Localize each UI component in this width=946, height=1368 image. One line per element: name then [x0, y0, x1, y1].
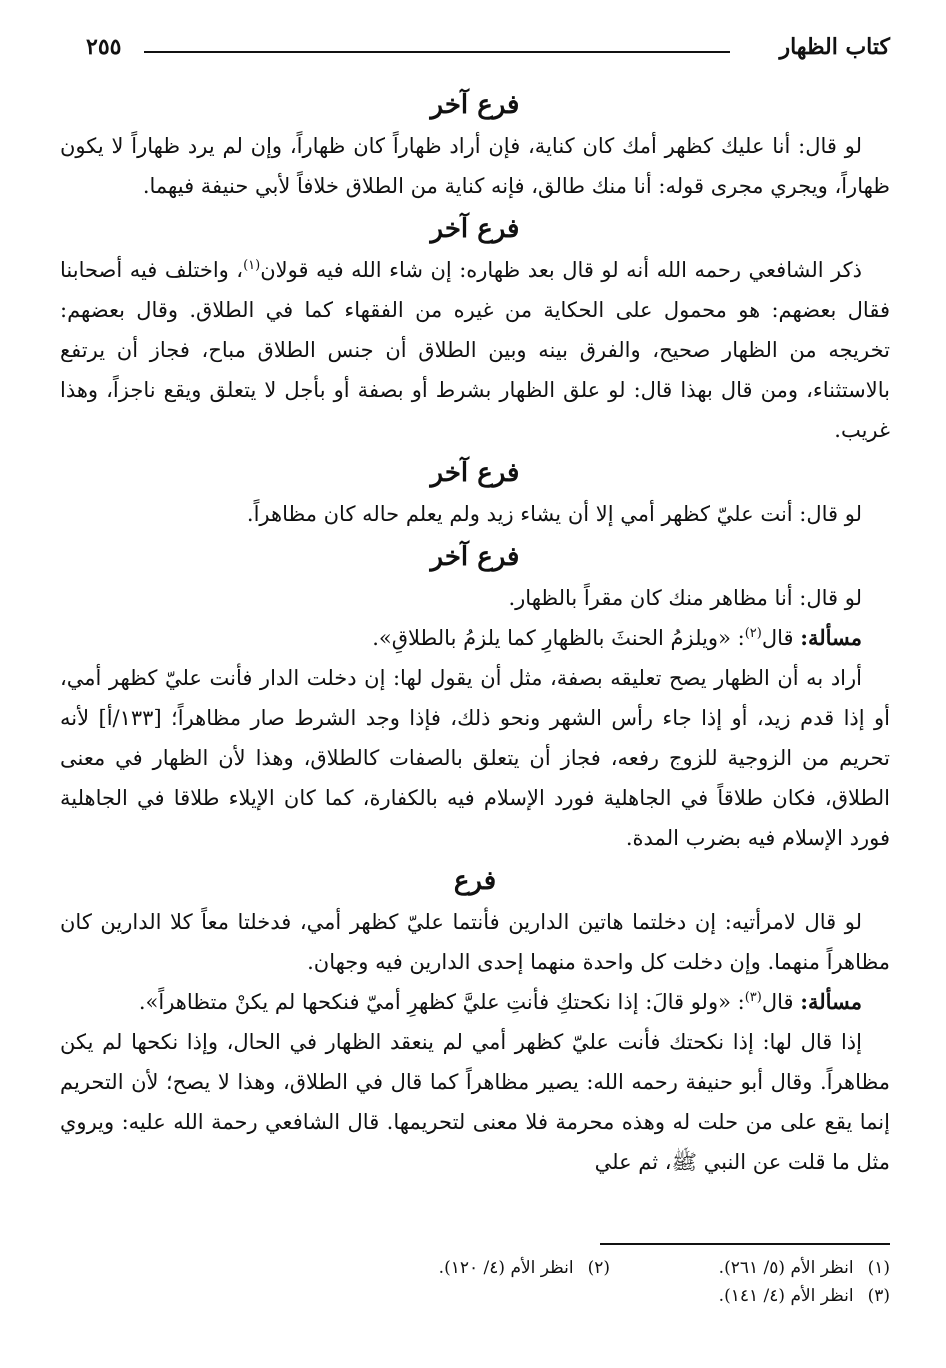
masala-label: مسألة:	[800, 625, 862, 650]
section-heading: فرع آخر	[430, 458, 520, 488]
footnote-row	[60, 1254, 890, 1282]
masala-paragraph	[60, 982, 890, 1022]
paragraph-text: قال	[761, 990, 801, 1014]
footnote-number: (١)	[867, 1258, 890, 1278]
masala-paragraph	[60, 618, 890, 658]
paragraph-text: أراد به أن الظهار يصح تعليقه بصفة، مثل أن يقول لها: إن دخلت الدار فأنت عليّ كظهر أمي، أو إذا قدم زيد، أو إذا جاء رأس الشهر ونحو ذلك، فإذا وجد الشرط صار مظاهراً؛ [١٣٣/أ] لأنه تحريم من الزوجية للزوج رفعه، فجاز أن يتعلق بالصفات كالطلاق، وهذا لأن الظهار في معنى الطلاق، فكان طلاقاً في الجاهلية فورد الإسلام فيه بالكفارة، كما كان الإيلاء طلاقا في الجاهلية فورد الإسلام فيه بضرب المدة.	[60, 666, 891, 850]
paragraph-text: : «ولو قالَ: إذا نكحتكِ فأنتِ عليَّ كظهرِ أميّ فنكحها لم يكنْ متظاهراً».	[138, 990, 745, 1014]
paragraph	[60, 1022, 890, 1182]
footnote-text: انظر الأم (٥/ ٢٦١).	[718, 1258, 854, 1278]
footnote-row	[60, 1282, 890, 1310]
footnote-marker[interactable]: (١)	[243, 258, 261, 273]
paragraph-text: لو قال: أنت عليّ كظهر أمي إلا أن يشاء زيد ولم يعلم حاله كان مظاهراً.	[246, 502, 862, 526]
section-heading: فرع آخر	[430, 542, 520, 572]
paragraph-text: : «ويلزمُ الحنثَ بالظهارِ كما يلزمُ بالطلاقِ».	[372, 626, 745, 650]
main-text	[60, 82, 890, 1182]
footnote-number: (٣)	[867, 1286, 890, 1306]
section-heading: فرع آخر	[430, 214, 520, 244]
footnote-item	[610, 1282, 890, 1310]
footnotes	[60, 1254, 890, 1310]
header-rule	[144, 51, 730, 53]
footnote-number: (٢)	[587, 1258, 610, 1278]
paragraph	[60, 902, 890, 982]
paragraph	[60, 250, 890, 450]
paragraph-text: لو قال: أنا عليك كظهر أمك كان كناية، فإن أراد ظهاراً كان ظهاراً، وإن لم يرد ظهاراً لا يكون ظهاراً، ويجري مجرى قوله: أنا منك طالق، فإنه كناية من الطلاق خلافاً لأبي حنيفة فيهما.	[60, 134, 890, 198]
paragraph	[60, 494, 890, 534]
paragraph-text: ، واختلف فيه أصحابنا فقال بعضهم: هو محمول على الحكاية من غيره من الفقهاء كما في الطلاق. وقال بعضهم: تخريجه من الظهار صحيح، والفرق بينه وبين الطلاق أن جنس الطلاق مباح، فجاز أن يرتفع بالاستثناء، ومن قال بهذا قال: لو علق الظهار بشرط أو بصفة أو بأجل لا يتعلق ويقع ناجزاً، وهذا غريب.	[60, 258, 890, 442]
running-header	[60, 30, 890, 70]
footnote-item	[330, 1254, 610, 1282]
footnote-text: انظر الأم (٤/ ١٢٠).	[438, 1258, 574, 1278]
paragraph	[60, 658, 890, 858]
footnote-rule	[600, 1243, 890, 1245]
paragraph-text: ذكر الشافعي رحمه الله أنه لو قال بعد ظهاره: إن شاء الله فيه قولان	[260, 258, 862, 282]
chapter-title: كتاب الظهار	[779, 34, 890, 60]
page-number: ٢٥٥	[86, 34, 122, 60]
section-heading: فرع	[453, 866, 497, 896]
paragraph-text: إذا قال لها: إذا نكحتك فأنت عليّ كظهر أمي لم ينعقد الظهار في الحال، وإذا نكحها لم يكن مظاهراً. وقال أبو حنيفة رحمه الله: يصير مظاهراً كما قال في الطلاق، وهذا لا يصح؛ لأن التحريم إنما يقع على من حلت له وهذه محرمة فلا معنى لتحريمها. قال الشافعي رحمة الله عليه: ويروي مثل ما قلت عن النبي ﷺ، ثم علي	[60, 1030, 890, 1174]
masala-label: مسألة:	[800, 989, 862, 1014]
footnote-text: انظر الأم (٤/ ١٤١).	[718, 1286, 854, 1306]
paragraph-text: لو قال: أنا مظاهر منك كان مقراً بالظهار.	[508, 586, 862, 610]
section-heading: فرع آخر	[430, 90, 520, 120]
paragraph	[60, 578, 890, 618]
footnote-marker[interactable]: (٣)	[744, 990, 762, 1005]
paragraph	[60, 126, 890, 206]
paragraph-text: لو قال لامرأتيه: إن دخلتما هاتين الدارين فأنتما عليّ كظهر أمي، فدخلتا معاً كلا الدارين كان مظاهراً منهما. وإن دخلت كل واحدة منهما إحدى الدارين فيه وجهان.	[60, 910, 890, 974]
footnote-item	[610, 1254, 890, 1282]
paragraph-text: قال	[761, 626, 801, 650]
footnote-marker[interactable]: (٢)	[744, 626, 762, 641]
book-page	[60, 30, 890, 1340]
